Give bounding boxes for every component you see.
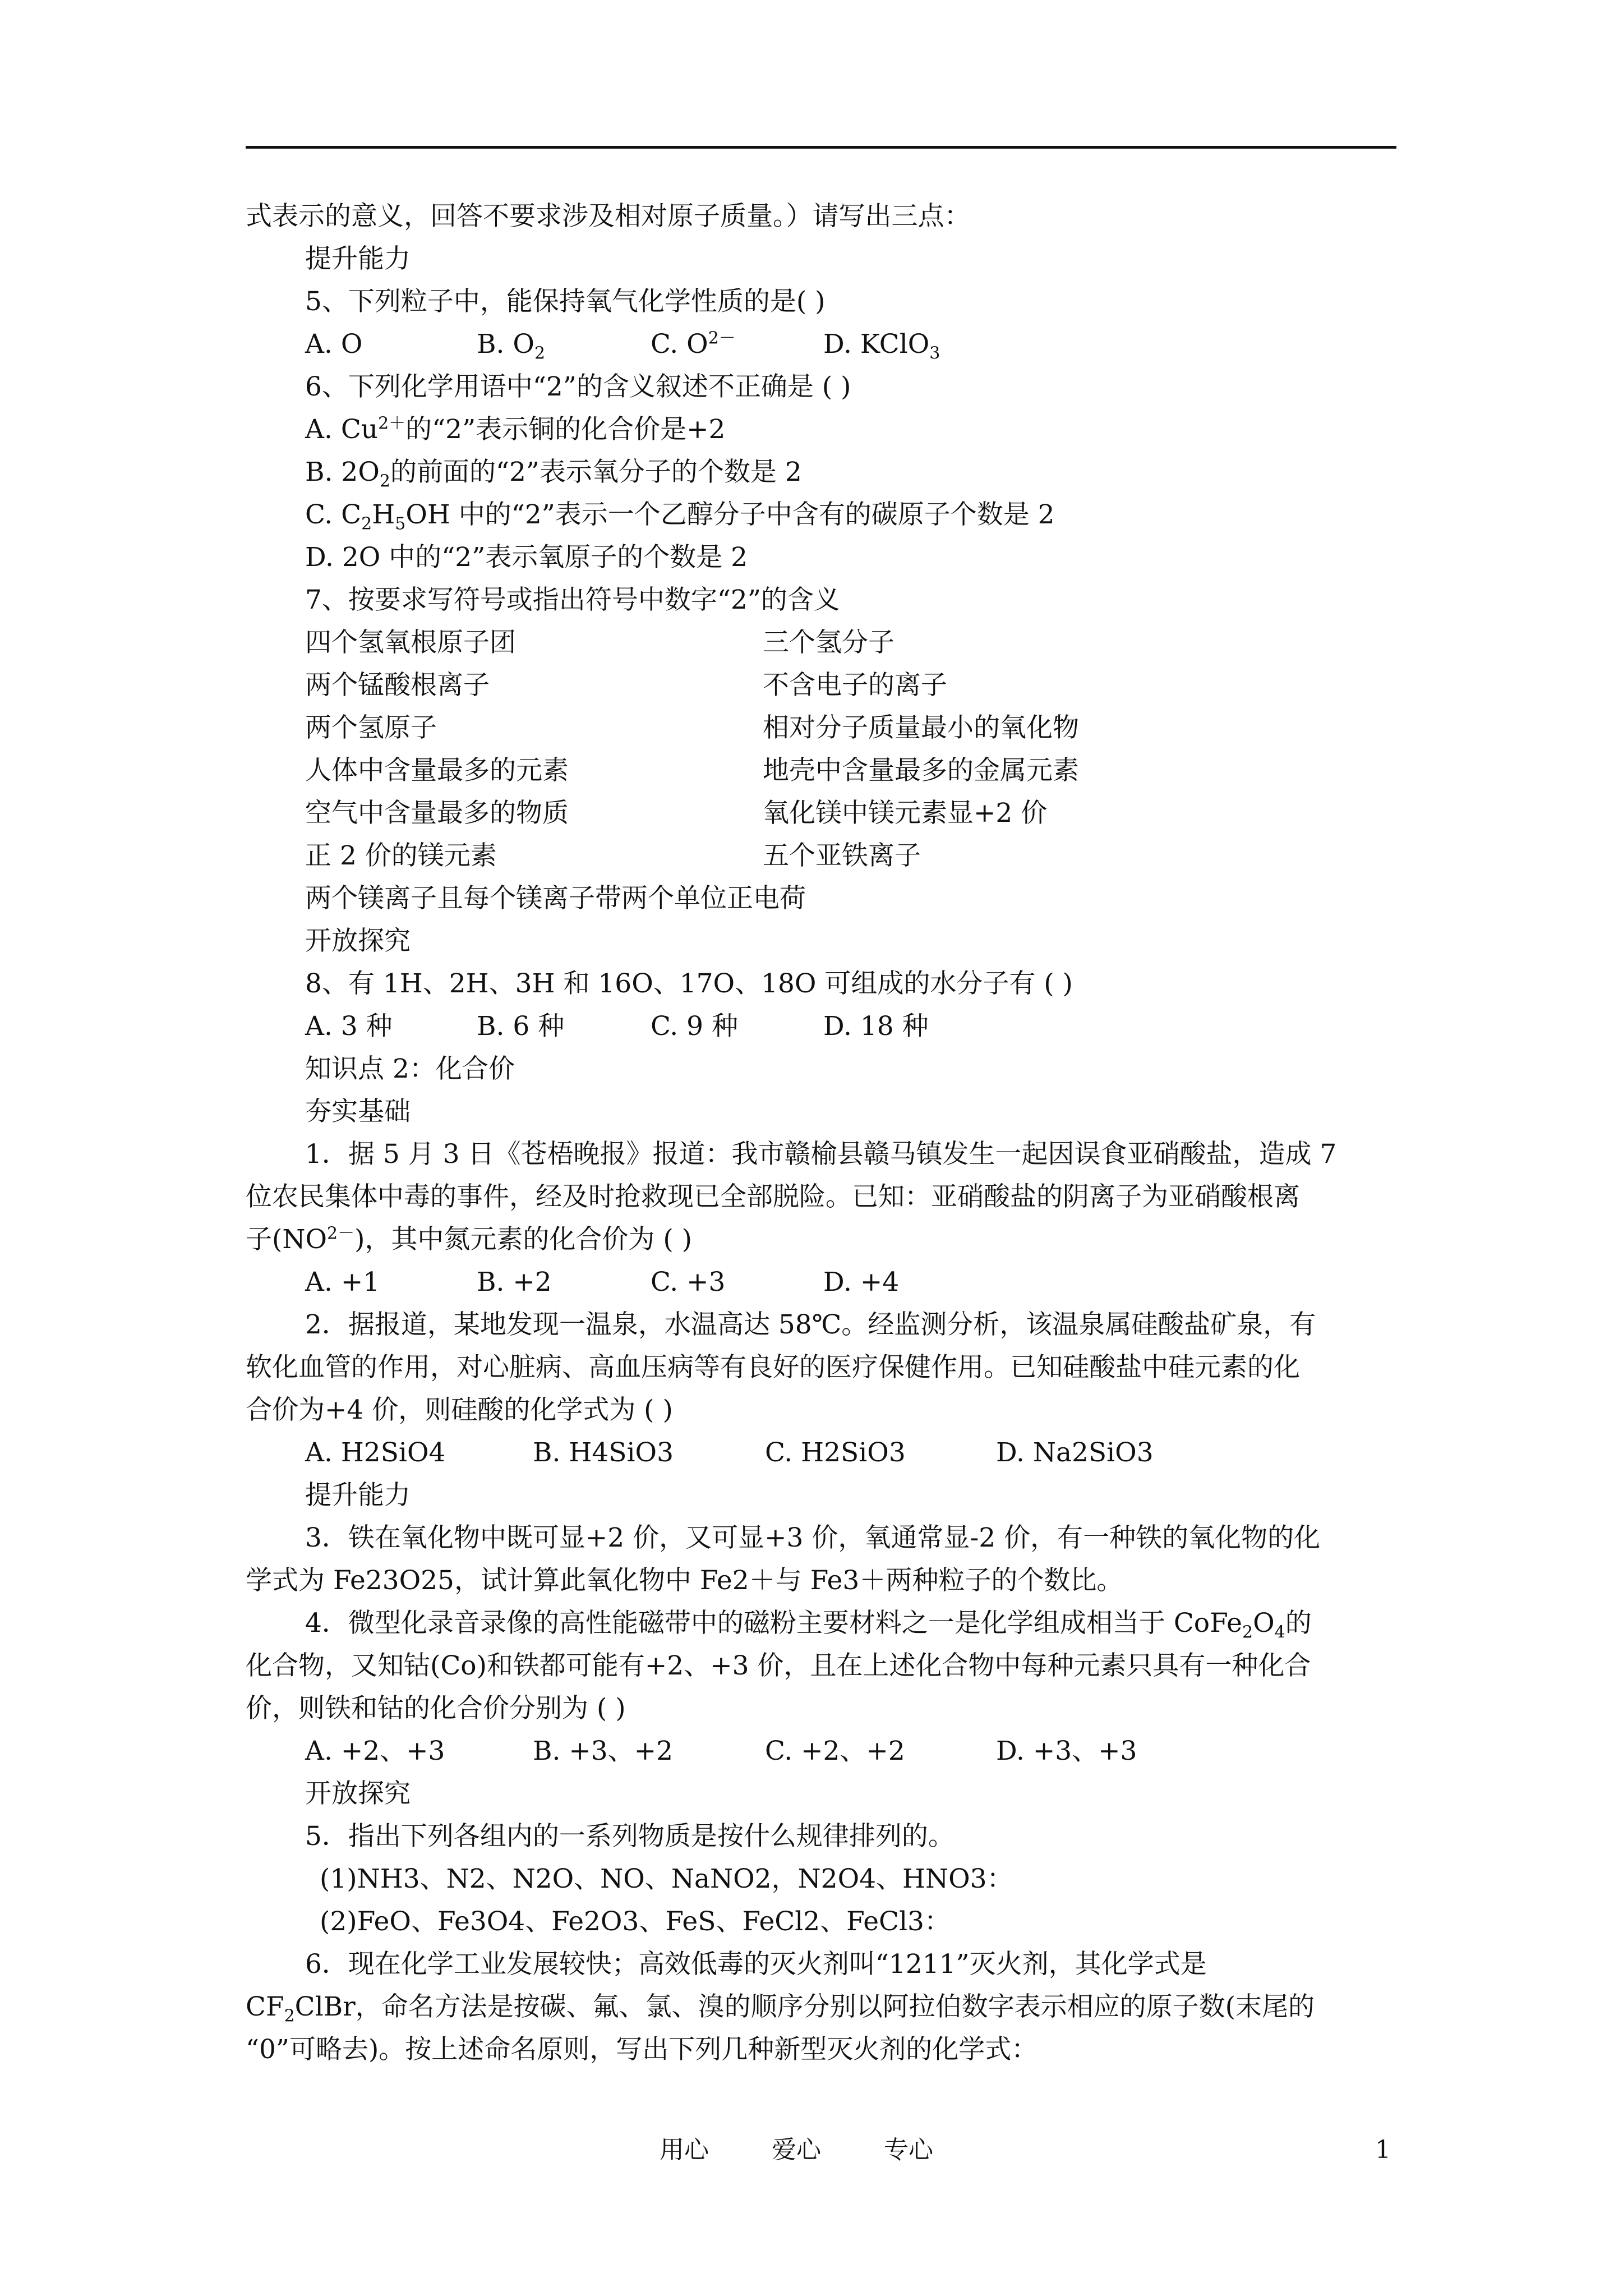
k4-option-d: D. +3、+3 xyxy=(996,1736,1137,1766)
q7-item-left: 两个氢原子 xyxy=(305,712,437,743)
q5-option-c: C. $O^{2-}$ xyxy=(651,328,736,360)
k1-option-a: A. +1 xyxy=(305,1267,380,1297)
q7-item-left: 正 2 价的镁元素 xyxy=(305,840,497,871)
q8-option-a: A. 3 种 xyxy=(305,1011,393,1042)
text-line: 软化血管的作用，对心脏病、高血压病等有良好的医疗保健作用。已知硅酸盐中硅元素的化 xyxy=(246,1352,1300,1383)
section-heading: 夯实基础 xyxy=(305,1096,411,1127)
q7-item-left: 两个镁离子且每个镁离子带两个单位正电荷 xyxy=(305,883,806,914)
q7-item-left: 四个氢氧根原子团 xyxy=(305,627,516,658)
question-k2: 2．据报道，某地发现一温泉，水温高达 58℃。经监测分析，该温泉属硅酸盐矿泉，有 xyxy=(305,1309,1316,1340)
question-k5: 5．指出下列各组内的一系列物质是按什么规律排列的。 xyxy=(305,1821,955,1852)
q6-option-c: C. $C_2H_5OH$ 中的“2”表示一个乙醇分子中含有的碳原子个数是 2 xyxy=(305,499,1055,534)
q7-item-right: 三个氢分子 xyxy=(763,627,895,658)
q6-option-d: D. 2O 中的“2”表示氧原子的个数是 2 xyxy=(305,542,748,573)
k4-option-a: A. +2、+3 xyxy=(305,1736,445,1766)
question-k6: 6．现在化学工业发展较快；高效低毒的灭火剂叫“1211”灭火剂，其化学式是 xyxy=(305,1949,1207,1980)
q7-item-right: 氧化镁中镁元素显+2 价 xyxy=(763,798,1048,829)
q7-item-right: 地壳中含量最多的金属元素 xyxy=(763,755,1079,786)
section-heading: 开放探究 xyxy=(305,926,411,956)
q8-option-d: D. 18 种 xyxy=(823,1011,929,1042)
text-line: 合价为+4 价，则硅酸的化学式为 ( ) xyxy=(246,1395,673,1425)
question-7: 7、按要求写符号或指出符号中数字“2”的含义 xyxy=(305,585,840,615)
footer-text: 用心 xyxy=(660,2136,709,2164)
q6-option-b: B. $2O_2$的前面的“2”表示氧分子的个数是 2 xyxy=(305,457,802,491)
section-heading: 开放探究 xyxy=(305,1778,411,1809)
q6-option-a: A. $Cu^{2+}$的“2”表示铜的化合价是+2 xyxy=(305,413,726,445)
text-line: 位农民集体中毒的事件，经及时抢救现已全部脱险。已知：亚硝酸盐的阴离子为亚硝酸根离 xyxy=(246,1181,1300,1212)
k2-option-c: C. H2SiO3 xyxy=(765,1437,906,1468)
question-6: 6、下列化学用语中“2”的含义叙述不正确是 ( ) xyxy=(305,371,851,402)
q8-option-c: C. 9 种 xyxy=(651,1011,739,1042)
k2-option-b: B. H4SiO3 xyxy=(533,1437,674,1468)
question-8: 8、有 1H、2H、3H 和 16O、17O、18O 可组成的水分子有 ( ) xyxy=(305,968,1073,999)
header-rule xyxy=(246,146,1396,149)
section-heading: 提升能力 xyxy=(305,1480,411,1511)
section-heading: 知识点 2：化合价 xyxy=(305,1053,515,1084)
text-line: 学式为 Fe23O25，试计算此氧化物中 Fe2＋与 Fe3＋两种粒子的个数比。 xyxy=(246,1565,1123,1596)
q7-item-left: 空气中含量最多的物质 xyxy=(305,798,569,829)
question-k1: 1．据 5 月 3 日《苍梧晚报》报道：我市赣榆县赣马镇发生一起因误食亚硝酸盐，造成 7 xyxy=(305,1139,1337,1170)
text-line: “0”可略去)。按上述命名原则，写出下列几种新型灭火剂的化学式： xyxy=(246,2034,1038,2065)
text-line: 子$(NO^{2-})$，其中氮元素的化合价为 ( ) xyxy=(246,1223,692,1255)
footer-text: 爱心 xyxy=(772,2136,821,2164)
q7-item-left: 人体中含量最多的元素 xyxy=(305,755,569,786)
q5-option-b: B. $O_2$ xyxy=(477,329,546,364)
k5-item: (1)NH3、N2、N2O、NO、NaNO2，N2O4、HNO3： xyxy=(320,1864,1013,1894)
question-k3: 3．铁在氧化物中既可显+2 价，又可显+3 价，氧通常显-2 价，有一种铁的氧化物的化 xyxy=(305,1522,1321,1553)
k1-option-b: B. +2 xyxy=(477,1267,552,1297)
footer-text: 专心 xyxy=(884,2136,933,2164)
page-number: 1 xyxy=(1375,2136,1391,2164)
text-line: $CF_2ClBr$，命名方法是按碳、氟、氯、溴的顺序分别以阿拉伯数字表示相应的原子数(末尾的 xyxy=(246,1991,1315,2026)
q5-option-a: A. O xyxy=(305,329,363,360)
k1-option-d: D. +4 xyxy=(823,1267,900,1297)
k5-item: (2)FeO、Fe3O4、Fe2O3、FeS、FeCl2、FeCl3： xyxy=(320,1906,951,1937)
section-heading: 提升能力 xyxy=(305,243,411,274)
text-line: 价，则铁和钴的化合价分别为 ( ) xyxy=(246,1693,626,1724)
text-line: 式表示的意义，回答不要求涉及相对原子质量。）请写出三点： xyxy=(246,201,971,232)
question-k4: 4．微型化录音录像的高性能磁带中的磁粉主要材料之一是化学组成相当于 $CoFe_2O_4$的 xyxy=(305,1608,1312,1642)
k4-option-c: C. +2、+2 xyxy=(765,1736,905,1766)
question-5: 5、下列粒子中，能保持氧气化学性质的是( ) xyxy=(305,286,826,317)
q5-option-d: D. KClO$_3$ xyxy=(823,329,940,364)
q8-option-b: B. 6 种 xyxy=(477,1011,565,1042)
k4-option-b: B. +3、+2 xyxy=(533,1736,673,1766)
q7-item-right: 相对分子质量最小的氧化物 xyxy=(763,712,1079,743)
k1-option-c: C. +3 xyxy=(651,1267,726,1297)
q7-item-right: 五个亚铁离子 xyxy=(763,840,921,871)
q7-item-right: 不含电子的离子 xyxy=(763,670,947,701)
q7-item-left: 两个锰酸根离子 xyxy=(305,670,490,701)
k2-option-a: A. H2SiO4 xyxy=(305,1437,446,1468)
text-line: 化合物，又知钴(Co)和铁都可能有+2、+3 价，且在上述化合物中每种元素只具有一种化合 xyxy=(246,1650,1311,1681)
k2-option-d: D. Na2SiO3 xyxy=(996,1437,1154,1468)
